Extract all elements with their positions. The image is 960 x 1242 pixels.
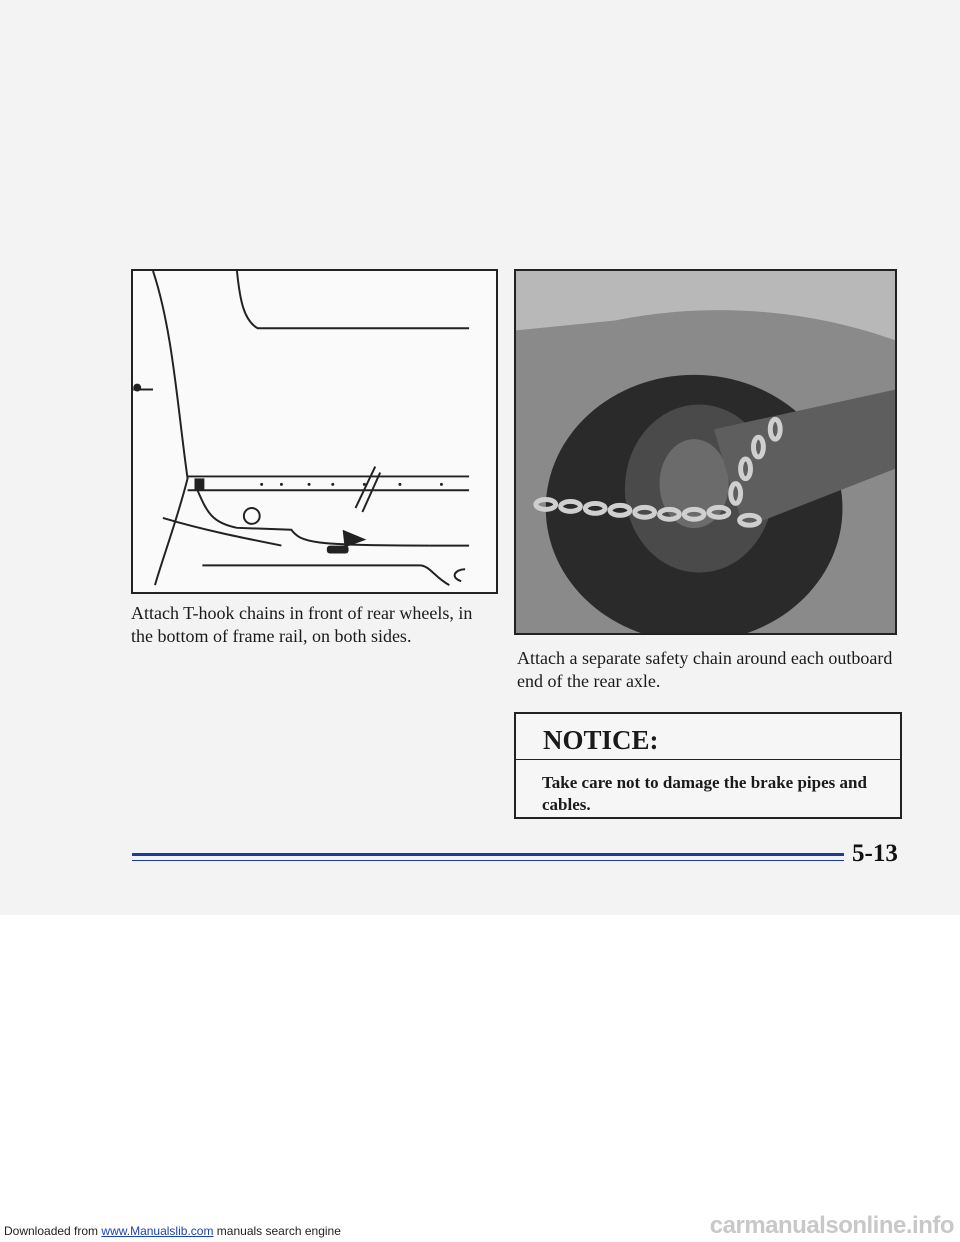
- safety-chain-photo: [514, 269, 897, 635]
- notice-title: NOTICE:: [516, 714, 900, 760]
- frame-rail-illustration: [131, 269, 498, 594]
- frame-rail-drawing: [133, 271, 496, 592]
- chain-photo-drawing: [516, 271, 895, 633]
- manualslib-link[interactable]: www.Manualslib.com: [101, 1224, 214, 1238]
- page-number: 5-13: [852, 840, 898, 867]
- right-caption: Attach a separate safety chain around each outboard end of the rear axle.: [517, 648, 893, 691]
- notice-box: [514, 712, 902, 819]
- footer-rule-thick: [132, 853, 844, 856]
- footer-prefix: Downloaded from: [4, 1224, 99, 1238]
- left-caption: Attach T-hook chains in front of rear wheels, in the bottom of frame rail, on both sides.: [131, 603, 473, 646]
- notice-text: Take care not to damage the brake pipes and cables.: [542, 773, 867, 814]
- footer-line: [4, 1224, 341, 1238]
- watermark-logo: carmanualsonline.info: [709, 1212, 954, 1239]
- footer-rule-thin: [132, 860, 844, 861]
- footer-suffix: manuals search engine: [216, 1224, 341, 1238]
